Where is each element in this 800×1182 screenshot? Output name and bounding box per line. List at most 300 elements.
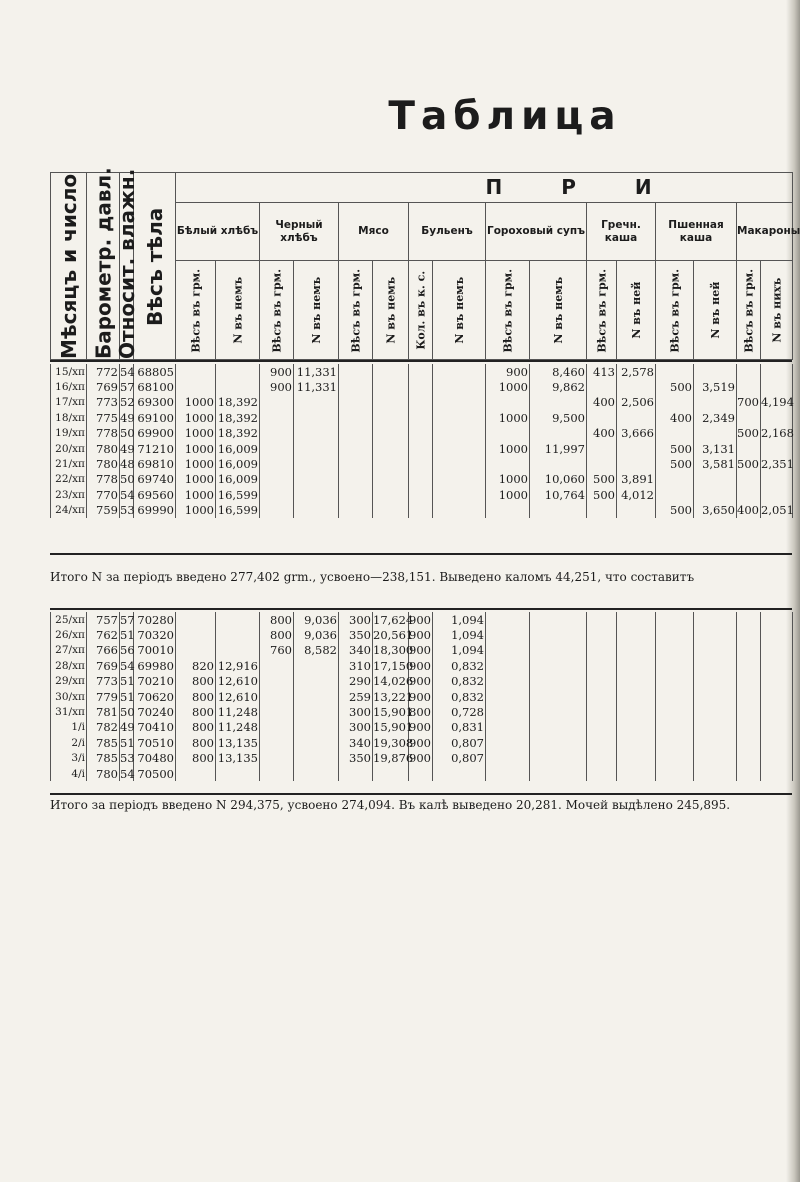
value-cell: 780 [87, 766, 120, 781]
value-cell [486, 751, 530, 766]
header-blank [176, 173, 486, 203]
value-cell: 1,094 [433, 612, 486, 627]
value-cell: 400 [737, 503, 759, 518]
value-cell: 1000 [176, 426, 216, 441]
value-cell: 70480 [134, 751, 176, 766]
header-food-6: Пшенная каша [656, 202, 737, 261]
value-cell [617, 379, 656, 394]
table-row [51, 410, 793, 425]
value-cell: 13,135 [216, 751, 260, 766]
value-cell: 1000 [176, 472, 216, 487]
value-cell [737, 627, 761, 642]
value-cell [694, 643, 737, 658]
value-cell: 56 [120, 643, 135, 658]
value-cell [486, 704, 530, 719]
value-cell: 0,832 [433, 674, 486, 689]
value-cell: 54 [120, 658, 135, 673]
value-cell [530, 735, 587, 750]
value-cell [761, 658, 793, 673]
value-cell: 18,392 [216, 395, 260, 410]
header-food-4: Гороховый супъ [486, 202, 587, 261]
value-cell [260, 751, 294, 766]
value-cell [737, 674, 761, 689]
table-row [51, 674, 793, 689]
value-cell [530, 704, 587, 719]
value-cell: 300 [339, 704, 373, 719]
value-cell [260, 456, 294, 471]
value-cell [294, 658, 339, 673]
value-cell [761, 410, 793, 425]
value-cell: 770 [87, 487, 120, 502]
value-cell: 400 [587, 426, 617, 441]
value-cell: 15,901 [373, 705, 414, 720]
value-cell: 785 [87, 751, 120, 766]
value-cell [486, 426, 530, 441]
date-cell: 3/i [51, 751, 87, 766]
header-food-7: Макароны [737, 202, 793, 261]
table-row [51, 689, 793, 704]
value-cell [339, 456, 373, 471]
value-cell: 900 [409, 674, 431, 689]
date-cell: 23/хп [51, 487, 87, 502]
value-cell [260, 735, 294, 750]
value-cell: 19,876 [373, 751, 414, 766]
value-cell: 900 [409, 658, 431, 673]
value-cell [656, 627, 694, 642]
value-cell: 779 [87, 689, 120, 704]
value-cell [761, 627, 793, 642]
header-rule [50, 360, 792, 362]
date-cell: 26/хп [51, 627, 87, 642]
value-cell [530, 426, 587, 441]
value-cell [694, 612, 737, 627]
header-group-word: П Р И [486, 173, 793, 203]
value-cell [761, 735, 793, 750]
value-cell: 9,862 [530, 379, 587, 394]
value-cell [617, 410, 656, 425]
value-cell [176, 364, 216, 379]
table-row [51, 704, 793, 719]
value-cell [530, 766, 587, 781]
value-cell [694, 472, 737, 487]
date-cell: 2/i [51, 735, 87, 750]
value-cell [737, 735, 761, 750]
value-cell: 9,500 [530, 410, 587, 425]
value-cell: 4,194 [761, 395, 794, 410]
value-cell: 800 [176, 674, 216, 689]
value-cell: 900 [409, 689, 431, 704]
value-cell: 1000 [176, 410, 216, 425]
value-cell [656, 704, 694, 719]
value-cell: 1000 [176, 395, 216, 410]
value-cell: 500 [737, 457, 759, 472]
value-cell [694, 658, 737, 673]
value-cell: 13,221 [373, 689, 414, 704]
value-cell: 1000 [176, 503, 216, 518]
header-sub-5: N въ немъ [373, 261, 409, 360]
value-cell [694, 735, 737, 750]
value-cell: 71210 [134, 441, 176, 456]
header-humidity: Относит. влажн. [114, 168, 139, 359]
value-cell: 300 [339, 720, 373, 735]
value-cell: 9,036 [294, 627, 339, 642]
value-cell [761, 704, 793, 719]
header-body-weight: Вѣсъ тѣла [134, 173, 176, 360]
value-cell: 0,807 [433, 735, 486, 750]
value-cell: 69990 [134, 503, 176, 518]
value-cell [260, 395, 294, 410]
value-cell [737, 689, 761, 704]
value-cell [694, 364, 737, 379]
value-cell [656, 766, 694, 781]
value-cell [339, 472, 373, 487]
value-cell: 11,331 [294, 364, 339, 379]
value-cell: 11,248 [216, 704, 260, 719]
table-row [51, 612, 793, 627]
value-cell: 51 [120, 735, 135, 750]
header-sub-4: Вѣсъ въ грм. [339, 261, 373, 360]
value-cell [216, 643, 260, 658]
value-cell [617, 441, 656, 456]
value-cell [260, 426, 294, 441]
value-cell [761, 751, 793, 766]
value-cell: 70500 [134, 766, 176, 781]
value-cell [260, 689, 294, 704]
header-sub-6: Кол. въ к. с. [409, 261, 433, 360]
value-cell: 54 [120, 766, 135, 781]
value-cell: 1,094 [433, 627, 486, 642]
value-cell: 1,094 [433, 643, 486, 658]
value-cell: 800 [176, 751, 216, 766]
value-cell [260, 410, 294, 425]
date-cell: 4/i [51, 766, 87, 781]
value-cell [294, 441, 339, 456]
value-cell: 69810 [134, 456, 176, 471]
value-cell [617, 766, 656, 781]
value-cell: 781 [87, 704, 120, 719]
value-cell: 12,610 [216, 689, 260, 704]
table-row [51, 456, 793, 471]
value-cell [433, 364, 486, 379]
value-cell [587, 379, 617, 394]
value-cell [433, 503, 486, 518]
value-cell [486, 612, 530, 627]
value-cell [694, 487, 737, 502]
value-cell [339, 487, 373, 502]
value-cell: 12,610 [216, 674, 260, 689]
value-cell [409, 379, 433, 394]
table-row [51, 364, 793, 379]
value-cell [656, 751, 694, 766]
total-line-1: Итого N за періодъ введено 277,402 grm., усвоено—238,151. Выведено каломъ 44,251, что составитъ [50, 570, 695, 584]
value-cell [373, 410, 409, 425]
value-cell [373, 426, 409, 441]
value-cell: 800 [409, 705, 431, 720]
value-cell [373, 472, 409, 487]
value-cell: 17,624 [373, 612, 414, 627]
value-cell: 10,060 [530, 472, 587, 487]
value-cell [433, 379, 486, 394]
value-cell: 17,150 [373, 658, 414, 673]
value-cell [260, 658, 294, 673]
value-cell [433, 766, 486, 781]
value-cell [294, 472, 339, 487]
value-cell [294, 766, 339, 781]
value-cell [294, 426, 339, 441]
value-cell [409, 472, 433, 487]
value-cell: 70010 [134, 643, 176, 658]
value-cell [656, 735, 694, 750]
value-cell: 800 [176, 689, 216, 704]
value-cell [587, 689, 617, 704]
value-cell [617, 674, 656, 689]
value-cell [587, 612, 617, 627]
header-sub-3: N въ немъ [294, 261, 339, 360]
value-cell [373, 487, 409, 502]
value-cell: 259 [339, 689, 373, 704]
value-cell: 762 [87, 627, 120, 642]
value-cell: 900 [409, 720, 431, 735]
value-cell: 3,581 [694, 456, 737, 471]
date-cell: 24/хп [51, 503, 87, 518]
table-row [51, 379, 793, 394]
value-cell [761, 472, 793, 487]
value-cell: 778 [87, 472, 120, 487]
value-cell [656, 689, 694, 704]
table-row [51, 751, 793, 766]
value-cell: 70320 [134, 627, 176, 642]
value-cell [409, 410, 433, 425]
value-cell [339, 426, 373, 441]
value-cell [737, 612, 761, 627]
value-cell: 300 [339, 612, 373, 627]
value-cell [339, 395, 373, 410]
value-cell: 68805 [134, 364, 176, 379]
value-cell [409, 441, 433, 456]
value-cell: 16,009 [216, 456, 260, 471]
value-cell: 500 [656, 379, 694, 394]
value-cell [694, 674, 737, 689]
value-cell: 70210 [134, 674, 176, 689]
value-cell [737, 364, 761, 379]
value-cell [339, 379, 373, 394]
value-cell: 57 [120, 612, 135, 627]
value-cell [409, 487, 433, 502]
value-cell: 1000 [486, 379, 530, 394]
page-title: Таблица [388, 94, 622, 139]
value-cell [617, 751, 656, 766]
value-cell [294, 751, 339, 766]
value-cell: 16,009 [216, 472, 260, 487]
value-cell: 50 [120, 426, 135, 441]
value-cell [530, 689, 587, 704]
value-cell: 57 [120, 380, 135, 395]
value-cell [433, 395, 486, 410]
value-cell [486, 674, 530, 689]
value-cell [761, 643, 793, 658]
data-table-1 [50, 364, 793, 518]
date-cell: 27/хп [51, 643, 87, 658]
value-cell [587, 441, 617, 456]
table-row [51, 472, 793, 487]
value-cell [373, 766, 409, 781]
value-cell: 0,832 [433, 689, 486, 704]
value-cell [761, 689, 793, 704]
date-cell: 31/хп [51, 704, 87, 719]
value-cell [617, 643, 656, 658]
value-cell: 12,916 [216, 658, 260, 673]
header-sub-14: Вѣсъ въ грм. [737, 261, 761, 360]
table-row [51, 735, 793, 750]
value-cell: 900 [409, 612, 431, 627]
value-cell [530, 751, 587, 766]
value-cell [530, 720, 587, 735]
date-cell: 17/хп [51, 395, 87, 410]
value-cell [260, 704, 294, 719]
value-cell: 760 [260, 643, 294, 658]
date-cell: 22/хп [51, 472, 87, 487]
value-cell: 9,036 [294, 612, 339, 627]
value-cell: 780 [87, 456, 120, 471]
value-cell [617, 689, 656, 704]
header-sub-13: N въ ней [694, 261, 737, 360]
header-sub-10: Вѣсъ въ грм. [587, 261, 617, 360]
value-cell: 800 [260, 627, 294, 642]
value-cell: 3,519 [694, 379, 737, 394]
value-cell [486, 503, 530, 518]
value-cell [587, 627, 617, 642]
date-cell: 16/хп [51, 379, 87, 394]
value-cell: 16,599 [216, 487, 260, 502]
value-cell: 52 [120, 395, 135, 410]
value-cell [656, 472, 694, 487]
value-cell [260, 766, 294, 781]
value-cell: 51 [120, 628, 135, 643]
value-cell [216, 627, 260, 642]
value-cell: 15,901 [373, 720, 414, 735]
value-cell [761, 674, 793, 689]
value-cell: 18,392 [216, 426, 260, 441]
value-cell: 900 [409, 735, 431, 750]
table-row [51, 720, 793, 735]
value-cell: 53 [120, 503, 135, 518]
header-month: Мѣсяцъ и число [51, 173, 87, 360]
value-cell [617, 704, 656, 719]
value-cell: 70410 [134, 720, 176, 735]
value-cell: 14,026 [373, 674, 414, 689]
date-cell: 21/хп [51, 456, 87, 471]
table-row [51, 766, 793, 781]
value-cell [339, 364, 373, 379]
value-cell [694, 689, 737, 704]
value-cell [409, 364, 433, 379]
value-cell [216, 612, 260, 627]
value-cell [373, 379, 409, 394]
value-cell [486, 643, 530, 658]
value-cell [260, 487, 294, 502]
value-cell: 51 [120, 689, 135, 704]
value-cell: 51 [120, 674, 135, 689]
value-cell [737, 441, 761, 456]
value-cell: 3,891 [617, 472, 656, 487]
value-cell: 0,807 [433, 751, 486, 766]
value-cell: 772 [87, 364, 120, 379]
value-cell [530, 674, 587, 689]
value-cell [433, 472, 486, 487]
table2-top-rule [50, 608, 792, 610]
value-cell [530, 658, 587, 673]
value-cell [761, 720, 793, 735]
value-cell: 900 [260, 364, 294, 379]
value-cell [486, 395, 530, 410]
value-cell: 900 [409, 628, 431, 643]
value-cell: 54 [120, 487, 135, 502]
value-cell [530, 395, 587, 410]
value-cell: 900 [260, 379, 294, 394]
value-cell [294, 410, 339, 425]
value-cell: 773 [87, 395, 120, 410]
value-cell [530, 456, 587, 471]
value-cell: 290 [339, 674, 373, 689]
value-cell [409, 456, 433, 471]
value-cell: 500 [656, 503, 694, 518]
value-cell [260, 720, 294, 735]
value-cell: 2,349 [694, 410, 737, 425]
value-cell [176, 627, 216, 642]
value-cell [656, 674, 694, 689]
value-cell [433, 487, 486, 502]
value-cell: 70510 [134, 735, 176, 750]
header-sub-15: N въ нихъ [761, 261, 793, 360]
header-food-1: Черный хлѣбъ [260, 202, 339, 261]
value-cell [694, 720, 737, 735]
value-cell [587, 658, 617, 673]
value-cell [373, 364, 409, 379]
value-cell [656, 658, 694, 673]
value-cell [260, 472, 294, 487]
value-cell [176, 643, 216, 658]
value-cell [656, 395, 694, 410]
value-cell: 8,460 [530, 364, 587, 379]
value-cell [761, 441, 793, 456]
value-cell: 2,578 [617, 364, 656, 379]
value-cell: 0,832 [433, 658, 486, 673]
value-cell [617, 503, 656, 518]
value-cell [761, 612, 793, 627]
value-cell [694, 751, 737, 766]
value-cell [587, 410, 617, 425]
value-cell: 11,331 [294, 379, 339, 394]
value-cell: 11,248 [216, 720, 260, 735]
value-cell [587, 674, 617, 689]
value-cell [339, 410, 373, 425]
value-cell [694, 704, 737, 719]
value-cell [587, 735, 617, 750]
value-cell: 340 [339, 735, 373, 750]
table-row [51, 426, 793, 441]
value-cell [694, 627, 737, 642]
value-cell: 1000 [486, 410, 530, 425]
value-cell [761, 379, 793, 394]
value-cell [530, 503, 587, 518]
value-cell [294, 720, 339, 735]
table-row [51, 627, 793, 642]
value-cell [260, 674, 294, 689]
value-cell: 69300 [134, 395, 176, 410]
value-cell: 53 [120, 751, 135, 766]
value-cell [294, 456, 339, 471]
value-cell: 1000 [486, 472, 530, 487]
